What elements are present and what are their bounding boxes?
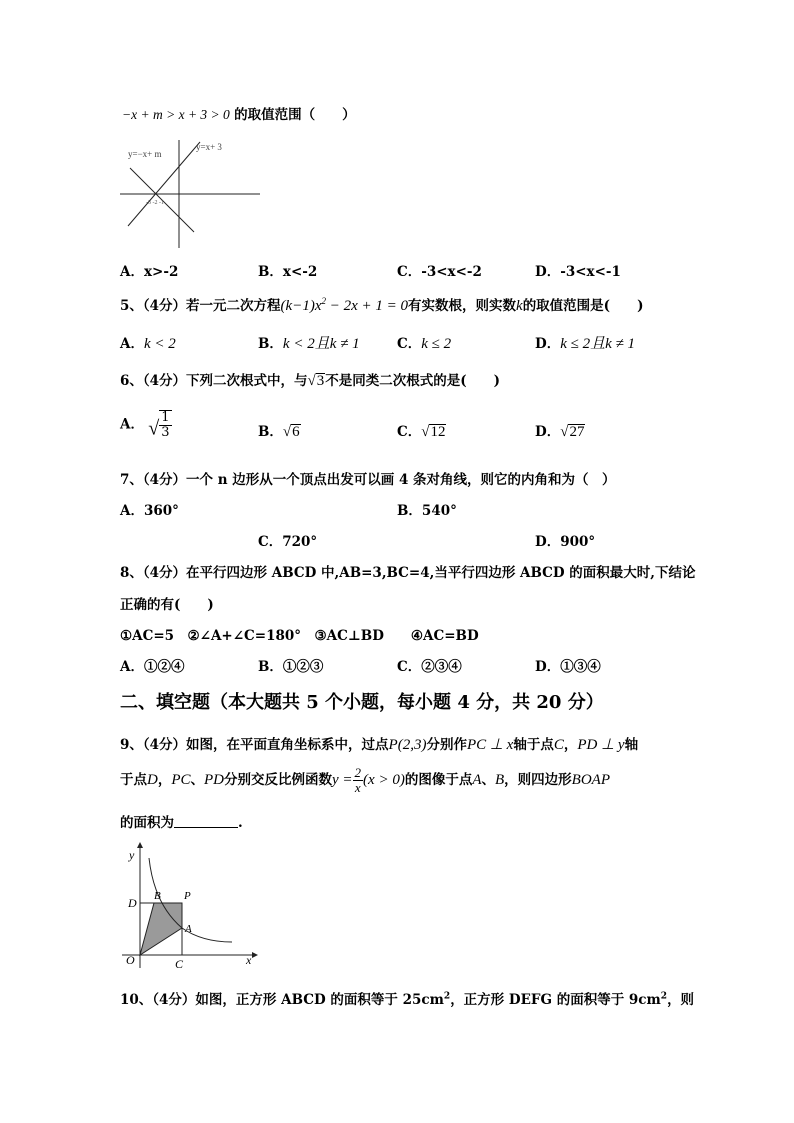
q7-stem: 7、（4分）一个 n 边形从一个顶点出发可以画 4 条对角线，则它的内角和为（ ） — [120, 472, 616, 488]
answer-blank[interactable] — [174, 815, 238, 828]
q5-stem — [120, 294, 643, 315]
q5-suffix: 的取值范围是( ) — [522, 298, 644, 314]
q5-option-a: A．k < 2 — [120, 336, 176, 352]
label-line2: y=x+ 3 — [196, 142, 222, 152]
q7-option-c: C．720° — [258, 534, 318, 550]
shaded-quadrilateral — [140, 903, 182, 955]
q6-option-b: B．√6 — [258, 424, 300, 440]
q5-equation: $(k-1)x^2 - 2x + 1 = 0$ — [280, 296, 409, 314]
q5-mid: 有实数根，则实数 — [408, 298, 517, 314]
q6-root: 3 — [316, 373, 325, 389]
q6-option-c: C．√12 — [397, 424, 446, 440]
x-arrow-icon — [252, 952, 258, 958]
q5-var-k: k — [516, 298, 523, 314]
q9-line2: 于点D，PC、PD分别交反比例函数y = $\frac{2}{x}$ (x > 0)的图像于点A、B，则四边形BOAP — [120, 765, 610, 795]
q8-option-a: A．①②④ — [120, 659, 185, 675]
label-b: B — [154, 890, 161, 902]
q6-suffix: 不是同类二次根式的是( ) — [325, 373, 501, 389]
q4-option-b: B．x<-2 — [258, 264, 318, 280]
q9-line3: 的面积为 . — [120, 815, 243, 831]
q6-prefix: 6、（4分）下列二次根式中，与 — [120, 373, 308, 389]
label-p: P — [184, 890, 191, 902]
q6-option-d: D．√27 — [535, 424, 585, 440]
label-a: A — [185, 923, 192, 935]
label-x: x — [246, 953, 252, 967]
y-arrow-icon — [137, 842, 143, 848]
q4-graph-svg — [116, 134, 266, 252]
q4-graph — [116, 134, 266, 252]
q4-option-a: A．x>-2 — [120, 264, 179, 280]
q7-option-d: D．900° — [535, 534, 596, 550]
q9-line1: 9、（4分）如图，在平面直角坐标系中，过点P(2,3)分别作PC ⊥ x轴于点C，PD ⊥ y轴 — [120, 737, 639, 753]
q4-stem-text: 的取值范围（ ） — [234, 107, 356, 123]
q8-option-b: B．①②③ — [258, 659, 324, 675]
label-c: C — [175, 957, 184, 970]
q8-line2: 正确的有( ) — [120, 597, 214, 613]
q8-option-c: C．②③④ — [397, 659, 462, 675]
q4-stem — [122, 103, 356, 123]
label-d: D — [128, 896, 137, 910]
q8-statements: ①AC=5 ②∠A+∠C=180° ③AC⊥BD ④AC=BD — [120, 628, 479, 644]
q8-line1: 8、（4分）在平行四边形 ABCD 中,AB=3,BC=4,当平行四边形 ABCD 的面积最大时,下结论 — [120, 565, 696, 581]
q9-figure-svg — [118, 842, 258, 970]
q4-option-c: C．-3<x<-2 — [397, 264, 482, 280]
q10-stem: 10、（4分）如图，正方形 ABCD 的面积等于 $25cm^2$，正方形 DEFG 的面积等于 $9cm^2$，则 — [120, 991, 695, 1008]
tick-labels: -3 -2 -1 — [146, 200, 164, 206]
q6-option-a: A． √ $\frac{1}{3}$ — [120, 410, 170, 440]
label-line1: y=−x+ m — [128, 149, 162, 159]
q5-option-d: D．k ≤ 2且k ≠ 1 — [535, 336, 635, 352]
q4-option-d: D．-3<x<-1 — [535, 264, 621, 280]
q7-option-a: A．360° — [120, 503, 179, 519]
q5-option-c: C．k ≤ 2 — [397, 336, 452, 352]
q5-option-b: B．k < 2且k ≠ 1 — [258, 336, 360, 352]
section-heading: 二、填空题（本大题共 5 个小题，每小题 4 分，共 20 分） — [120, 692, 604, 713]
q5-prefix: 5、（4分）若一元二次方程 — [120, 298, 281, 314]
q6-stem: 6、（4分）下列二次根式中，与√3不是同类二次根式的是( ) — [120, 373, 501, 389]
q4-stem-math: −x + m > x + 3 > 0 — [122, 107, 230, 122]
label-o: O — [126, 953, 135, 967]
q9-figure — [118, 842, 258, 970]
q8-option-d: D．①③④ — [535, 659, 601, 675]
label-y: y — [129, 848, 135, 862]
q7-option-b: B．540° — [397, 503, 457, 519]
